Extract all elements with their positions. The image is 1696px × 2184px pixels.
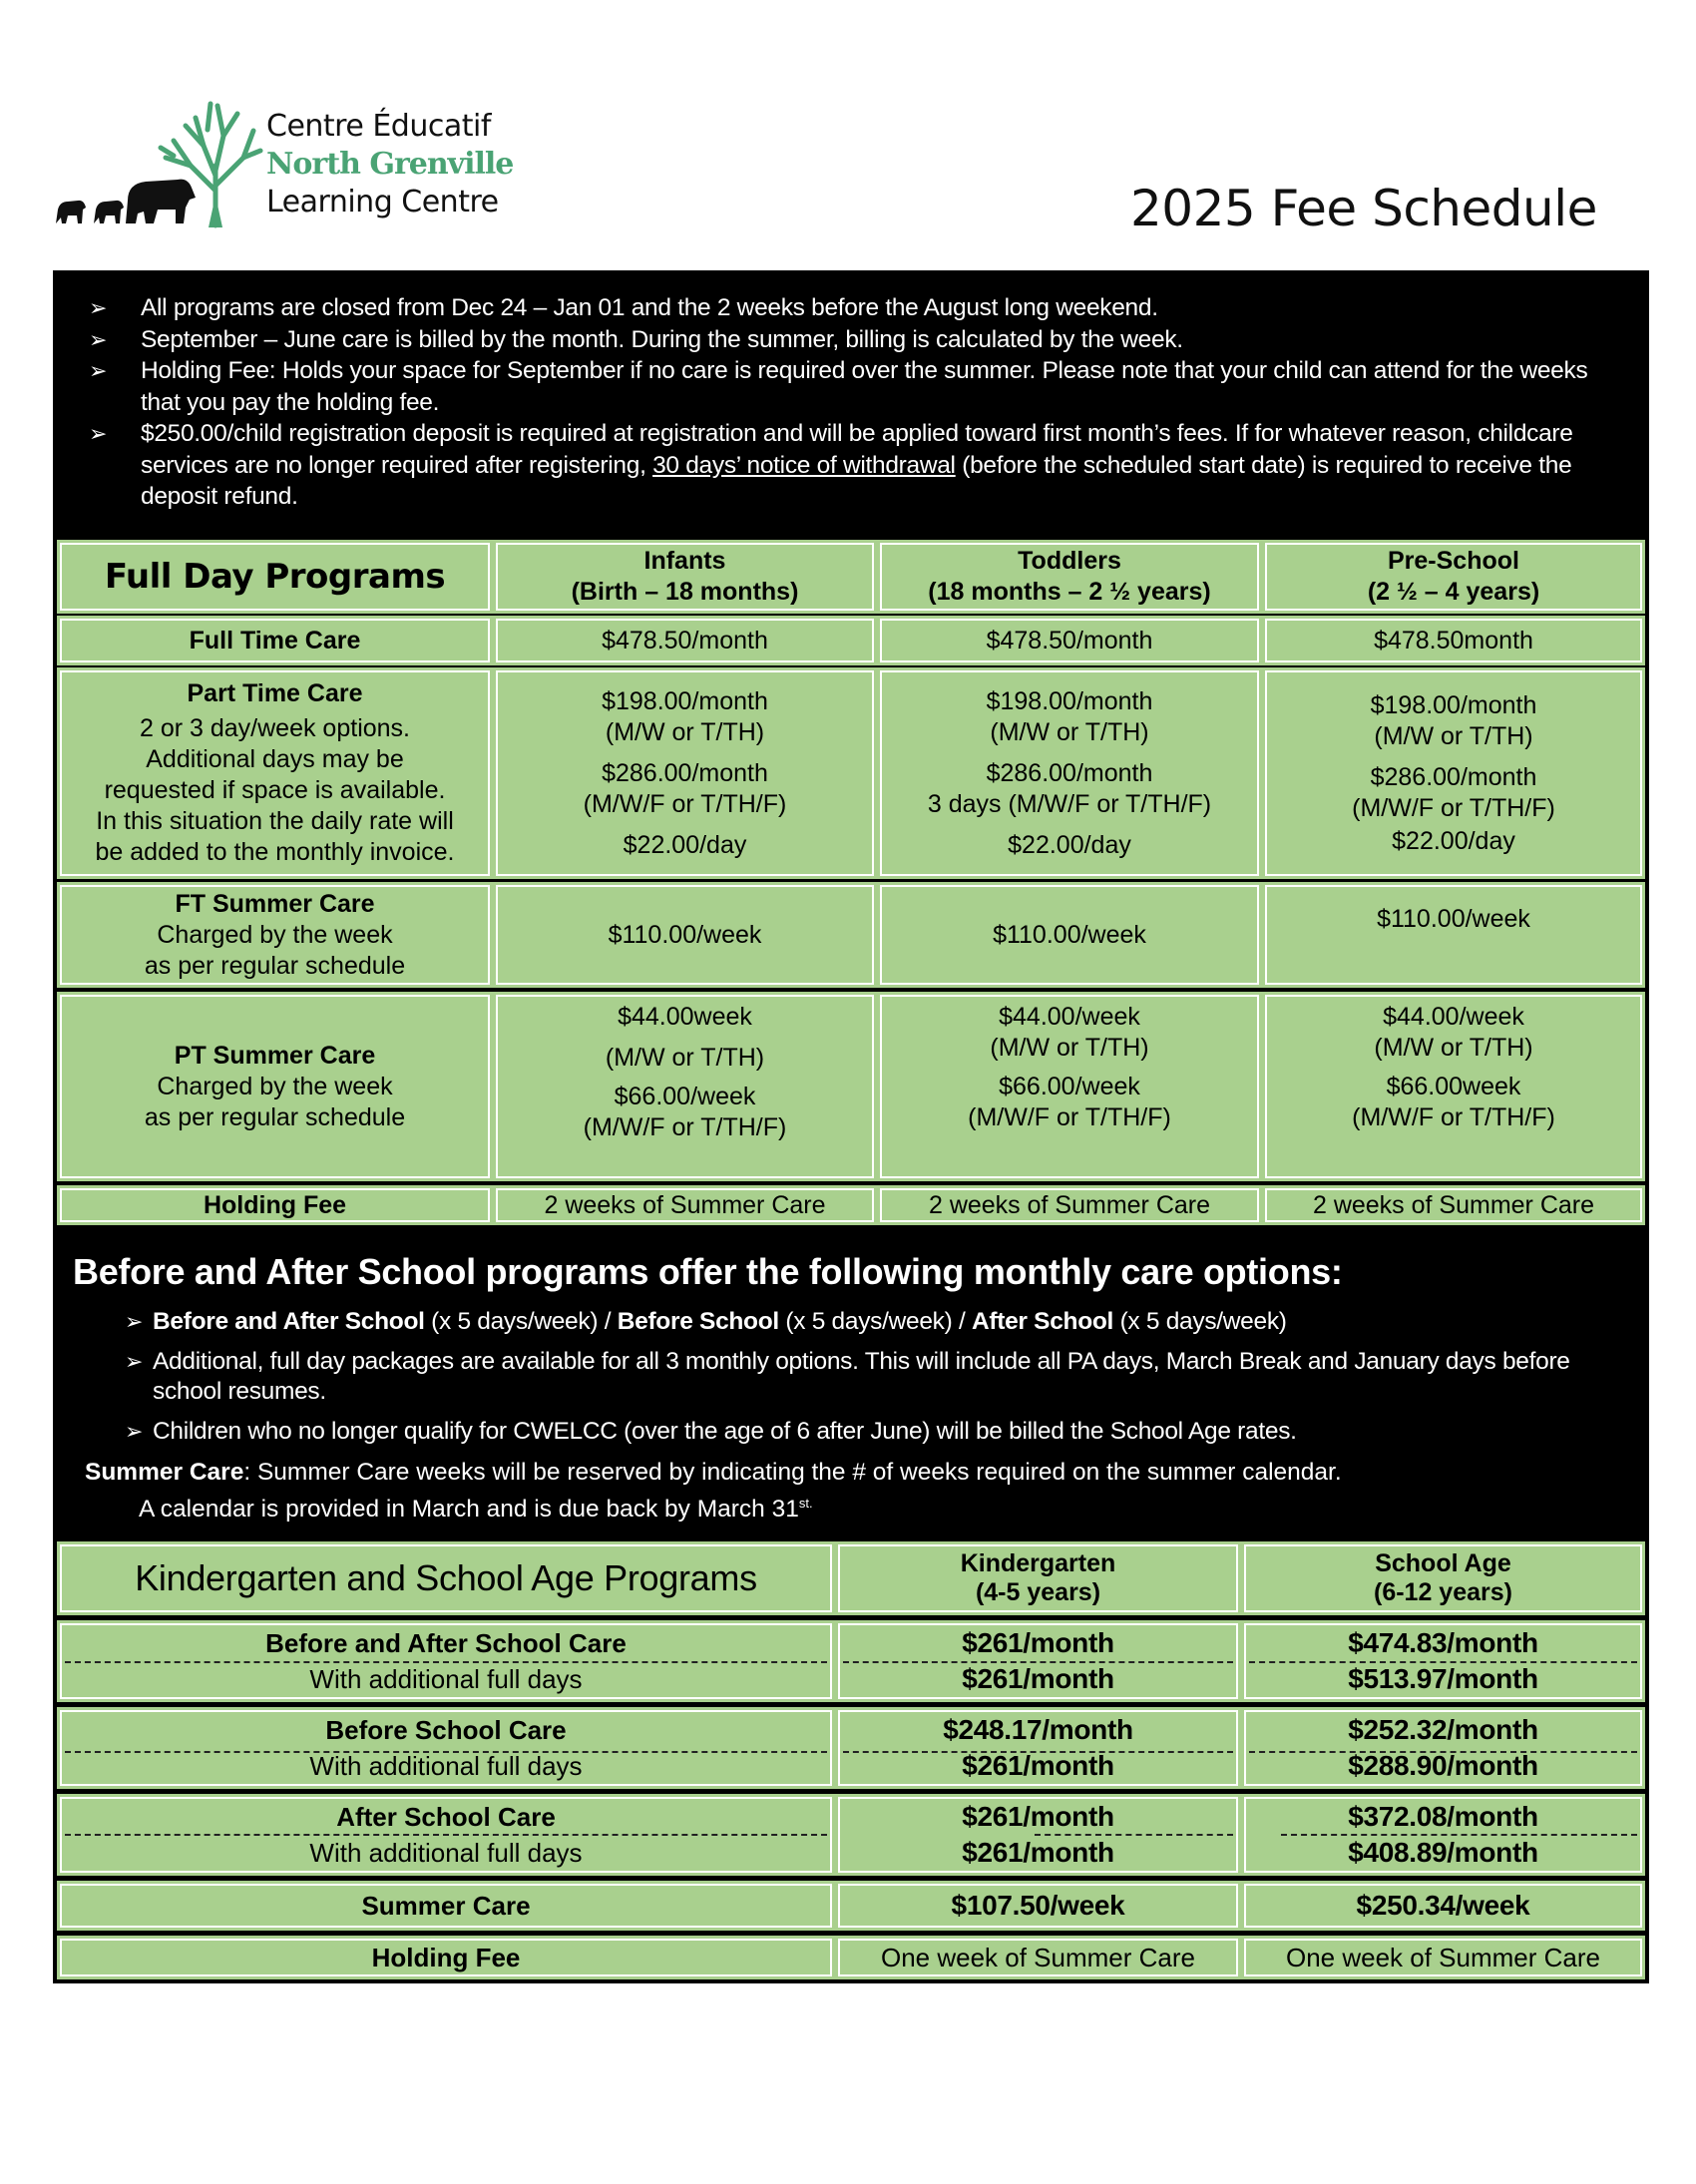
part-time-preschool: $198.00/month (M/W or T/TH) $286.00/month (M/W/F or T/TH/F) $22.00/day bbox=[1262, 667, 1645, 879]
row-label-before-school: Before School Care With additional full days bbox=[57, 1707, 835, 1789]
row-divider bbox=[65, 1834, 827, 1836]
bears-and-tree-logo-icon bbox=[46, 96, 265, 230]
pt-summer-preschool: $44.00/week (M/W or T/TH) $66.00week (M/W/F or T/TH/F) bbox=[1262, 992, 1645, 1181]
row-label-pt-summer: PT Summer Care Charged by the week as per regular schedule bbox=[57, 992, 493, 1181]
general-info-banner bbox=[53, 270, 1649, 536]
before-after-school-age: $474.83/month $513.97/month bbox=[1241, 1620, 1645, 1702]
arrow-bullet-icon: ➢ bbox=[89, 421, 108, 446]
holding-infants: 2 weeks of Summer Care bbox=[493, 1185, 877, 1225]
arrow-bullet-icon: ➢ bbox=[125, 1309, 144, 1334]
withdrawal-notice-text: 30 days’ notice of withdrawal bbox=[652, 451, 956, 479]
row-label-part-time: Part Time Care 2 or 3 day/week options. Additional days may be requested if space is available. In this situation the daily rate will be added to the monthly invoice. bbox=[57, 667, 493, 879]
ft-summer-infants: $110.00/week bbox=[493, 882, 877, 988]
holding-preschool: 2 weeks of Summer Care bbox=[1262, 1185, 1645, 1225]
pt-summer-toddlers: $44.00/week (M/W or T/TH) $66.00/week (M/W/F or T/TH/F) bbox=[877, 992, 1262, 1181]
table-title-cell bbox=[57, 540, 493, 614]
logo-text bbox=[266, 108, 513, 221]
row-divider bbox=[1249, 1751, 1637, 1753]
row-divider bbox=[65, 1661, 827, 1663]
column-header-kindergarten: Kindergarten (4-5 years) bbox=[835, 1541, 1241, 1615]
organization-logo bbox=[46, 96, 515, 230]
logo-line-1: Centre Éducatif bbox=[266, 109, 491, 144]
row-divider bbox=[1281, 1834, 1637, 1836]
info-bullet-deposit: ➢ $250.00/child registration deposit is required at registration and will be applied toward first month’s fees. If for whatever reason, childcare services are no longer required after registering, 30 days’ notice of withdrawal (before the scheduled start date) is required to receive the deposit refund. bbox=[89, 420, 1573, 510]
before-after-bullet-list bbox=[73, 1307, 1629, 1447]
summer-care-note: Summer Care: Summer Care weeks will be reserved by indicating the # of weeks required on the summer calendar. A calendar is provided in March and is due back by March $31^{st.}$ bbox=[85, 1459, 1342, 1524]
column-header-school-age: School Age (6-12 years) bbox=[1241, 1541, 1645, 1615]
logo-line-2: North Grenville bbox=[266, 147, 514, 182]
row-label-full-time: Full Time Care bbox=[57, 616, 493, 665]
table-title-cell bbox=[57, 1541, 835, 1615]
cub-icon bbox=[94, 201, 124, 223]
column-header-toddlers: Toddlers (18 months – 2 ½ years) bbox=[877, 540, 1262, 614]
row-divider bbox=[843, 1751, 1233, 1753]
after-school-school-age: $372.08/month $408.89/month bbox=[1241, 1794, 1645, 1876]
row-label-k-holding-fee: Holding Fee bbox=[57, 1936, 835, 1979]
full-time-preschool: $478.50month bbox=[1262, 616, 1645, 665]
before-after-school-heading: Before and After School programs offer the following monthly care options: bbox=[73, 1251, 1343, 1292]
info-bullet: ➢ Holding Fee: Holds your space for September if no care is required over the summer. Please note that your child can attend for the weeks that you pay the holding fee. bbox=[89, 357, 1588, 416]
info-bullet-list bbox=[73, 292, 1629, 513]
row-label-before-after: Before and After School Care With additional full days bbox=[57, 1620, 835, 1702]
before-school-school-age: $252.32/month $288.90/month bbox=[1241, 1707, 1645, 1789]
full-day-title: Full Day Programs bbox=[104, 557, 446, 597]
part-time-toddlers: $198.00/month (M/W or T/TH) $286.00/month 3 days (M/W/F or T/TH/F) $22.00/day bbox=[877, 667, 1262, 879]
ft-summer-preschool: $110.00/week bbox=[1262, 882, 1645, 988]
logo-line-3: Learning Centre bbox=[266, 185, 499, 219]
holding-school-age: One week of Summer Care bbox=[1241, 1936, 1645, 1979]
row-label-after-school: After School Care With additional full days bbox=[57, 1794, 835, 1876]
pt-summer-infants: $44.00week (M/W or T/TH) $66.00/week (M/W/F or T/TH/F) bbox=[493, 992, 877, 1181]
arrow-bullet-icon: ➢ bbox=[89, 295, 108, 320]
row-divider bbox=[843, 1661, 1233, 1663]
holding-toddlers: 2 weeks of Summer Care bbox=[877, 1185, 1262, 1225]
care-options-bullet: ➢ Before and After School (x 5 days/week) / Before School (x 5 days/week) / After School (x 5 days/week) bbox=[125, 1308, 1287, 1335]
row-divider bbox=[1249, 1661, 1637, 1663]
row-label-holding-fee: Holding Fee bbox=[57, 1185, 493, 1225]
column-header-preschool: Pre-School (2 ½ – 4 years) bbox=[1262, 540, 1645, 614]
after-school-kindergarten: $261/month $261/month bbox=[835, 1794, 1241, 1876]
cub-icon bbox=[56, 201, 86, 223]
before-school-kindergarten: $248.17/month $261/month bbox=[835, 1707, 1241, 1789]
arrow-bullet-icon: ➢ bbox=[125, 1349, 144, 1374]
page-title: 2025 Fee Schedule bbox=[1130, 180, 1597, 237]
info-bullet: ➢ All programs are closed from Dec 24 – Jan 01 and the 2 weeks before the August long weekend. bbox=[73, 292, 1629, 324]
summer-kindergarten: $107.50/week bbox=[835, 1881, 1241, 1931]
before-after-school-banner bbox=[53, 1227, 1649, 1536]
arrow-bullet-icon: ➢ bbox=[89, 326, 108, 352]
part-time-infants: $198.00/month (M/W or T/TH) $286.00/month (M/W/F or T/TH/F) $22.00/day bbox=[493, 667, 877, 879]
holding-kindergarten: One week of Summer Care bbox=[835, 1936, 1241, 1979]
full-time-toddlers: $478.50/month bbox=[877, 616, 1262, 665]
before-after-kindergarten: $261/month $261/month bbox=[835, 1620, 1241, 1702]
full-day-packages-bullet: ➢ Additional, full day packages are available for all 3 monthly options. This will include all PA days, March Break and January days before school resumes. bbox=[125, 1348, 1570, 1405]
full-day-programs-table bbox=[53, 536, 1649, 1227]
arrow-bullet-icon: ➢ bbox=[125, 1419, 144, 1444]
summer-school-age: $250.34/week bbox=[1241, 1881, 1645, 1931]
ft-summer-toddlers: $110.00/week bbox=[877, 882, 1262, 988]
arrow-bullet-icon: ➢ bbox=[89, 358, 108, 383]
k-table-title: Kindergarten and School Age Programs bbox=[135, 1557, 757, 1598]
column-header-infants: Infants (Birth – 18 months) bbox=[493, 540, 877, 614]
row-divider bbox=[1035, 1834, 1233, 1836]
full-time-infants: $478.50/month bbox=[493, 616, 877, 665]
bear-icon bbox=[126, 180, 196, 223]
row-divider bbox=[65, 1751, 827, 1753]
row-label-ft-summer: FT Summer Care Charged by the week as per regular schedule bbox=[57, 882, 493, 988]
cwelcc-bullet: ➢ Children who no longer qualify for CWELCC (over the age of 6 after June) will be billed the School Age rates. bbox=[125, 1418, 1297, 1445]
row-label-summer-care: Summer Care bbox=[57, 1881, 835, 1931]
kindergarten-school-age-table bbox=[53, 1536, 1649, 1983]
info-bullet: ➢ September – June care is billed by the month. During the summer, billing is calculated by the week. bbox=[73, 324, 1629, 356]
